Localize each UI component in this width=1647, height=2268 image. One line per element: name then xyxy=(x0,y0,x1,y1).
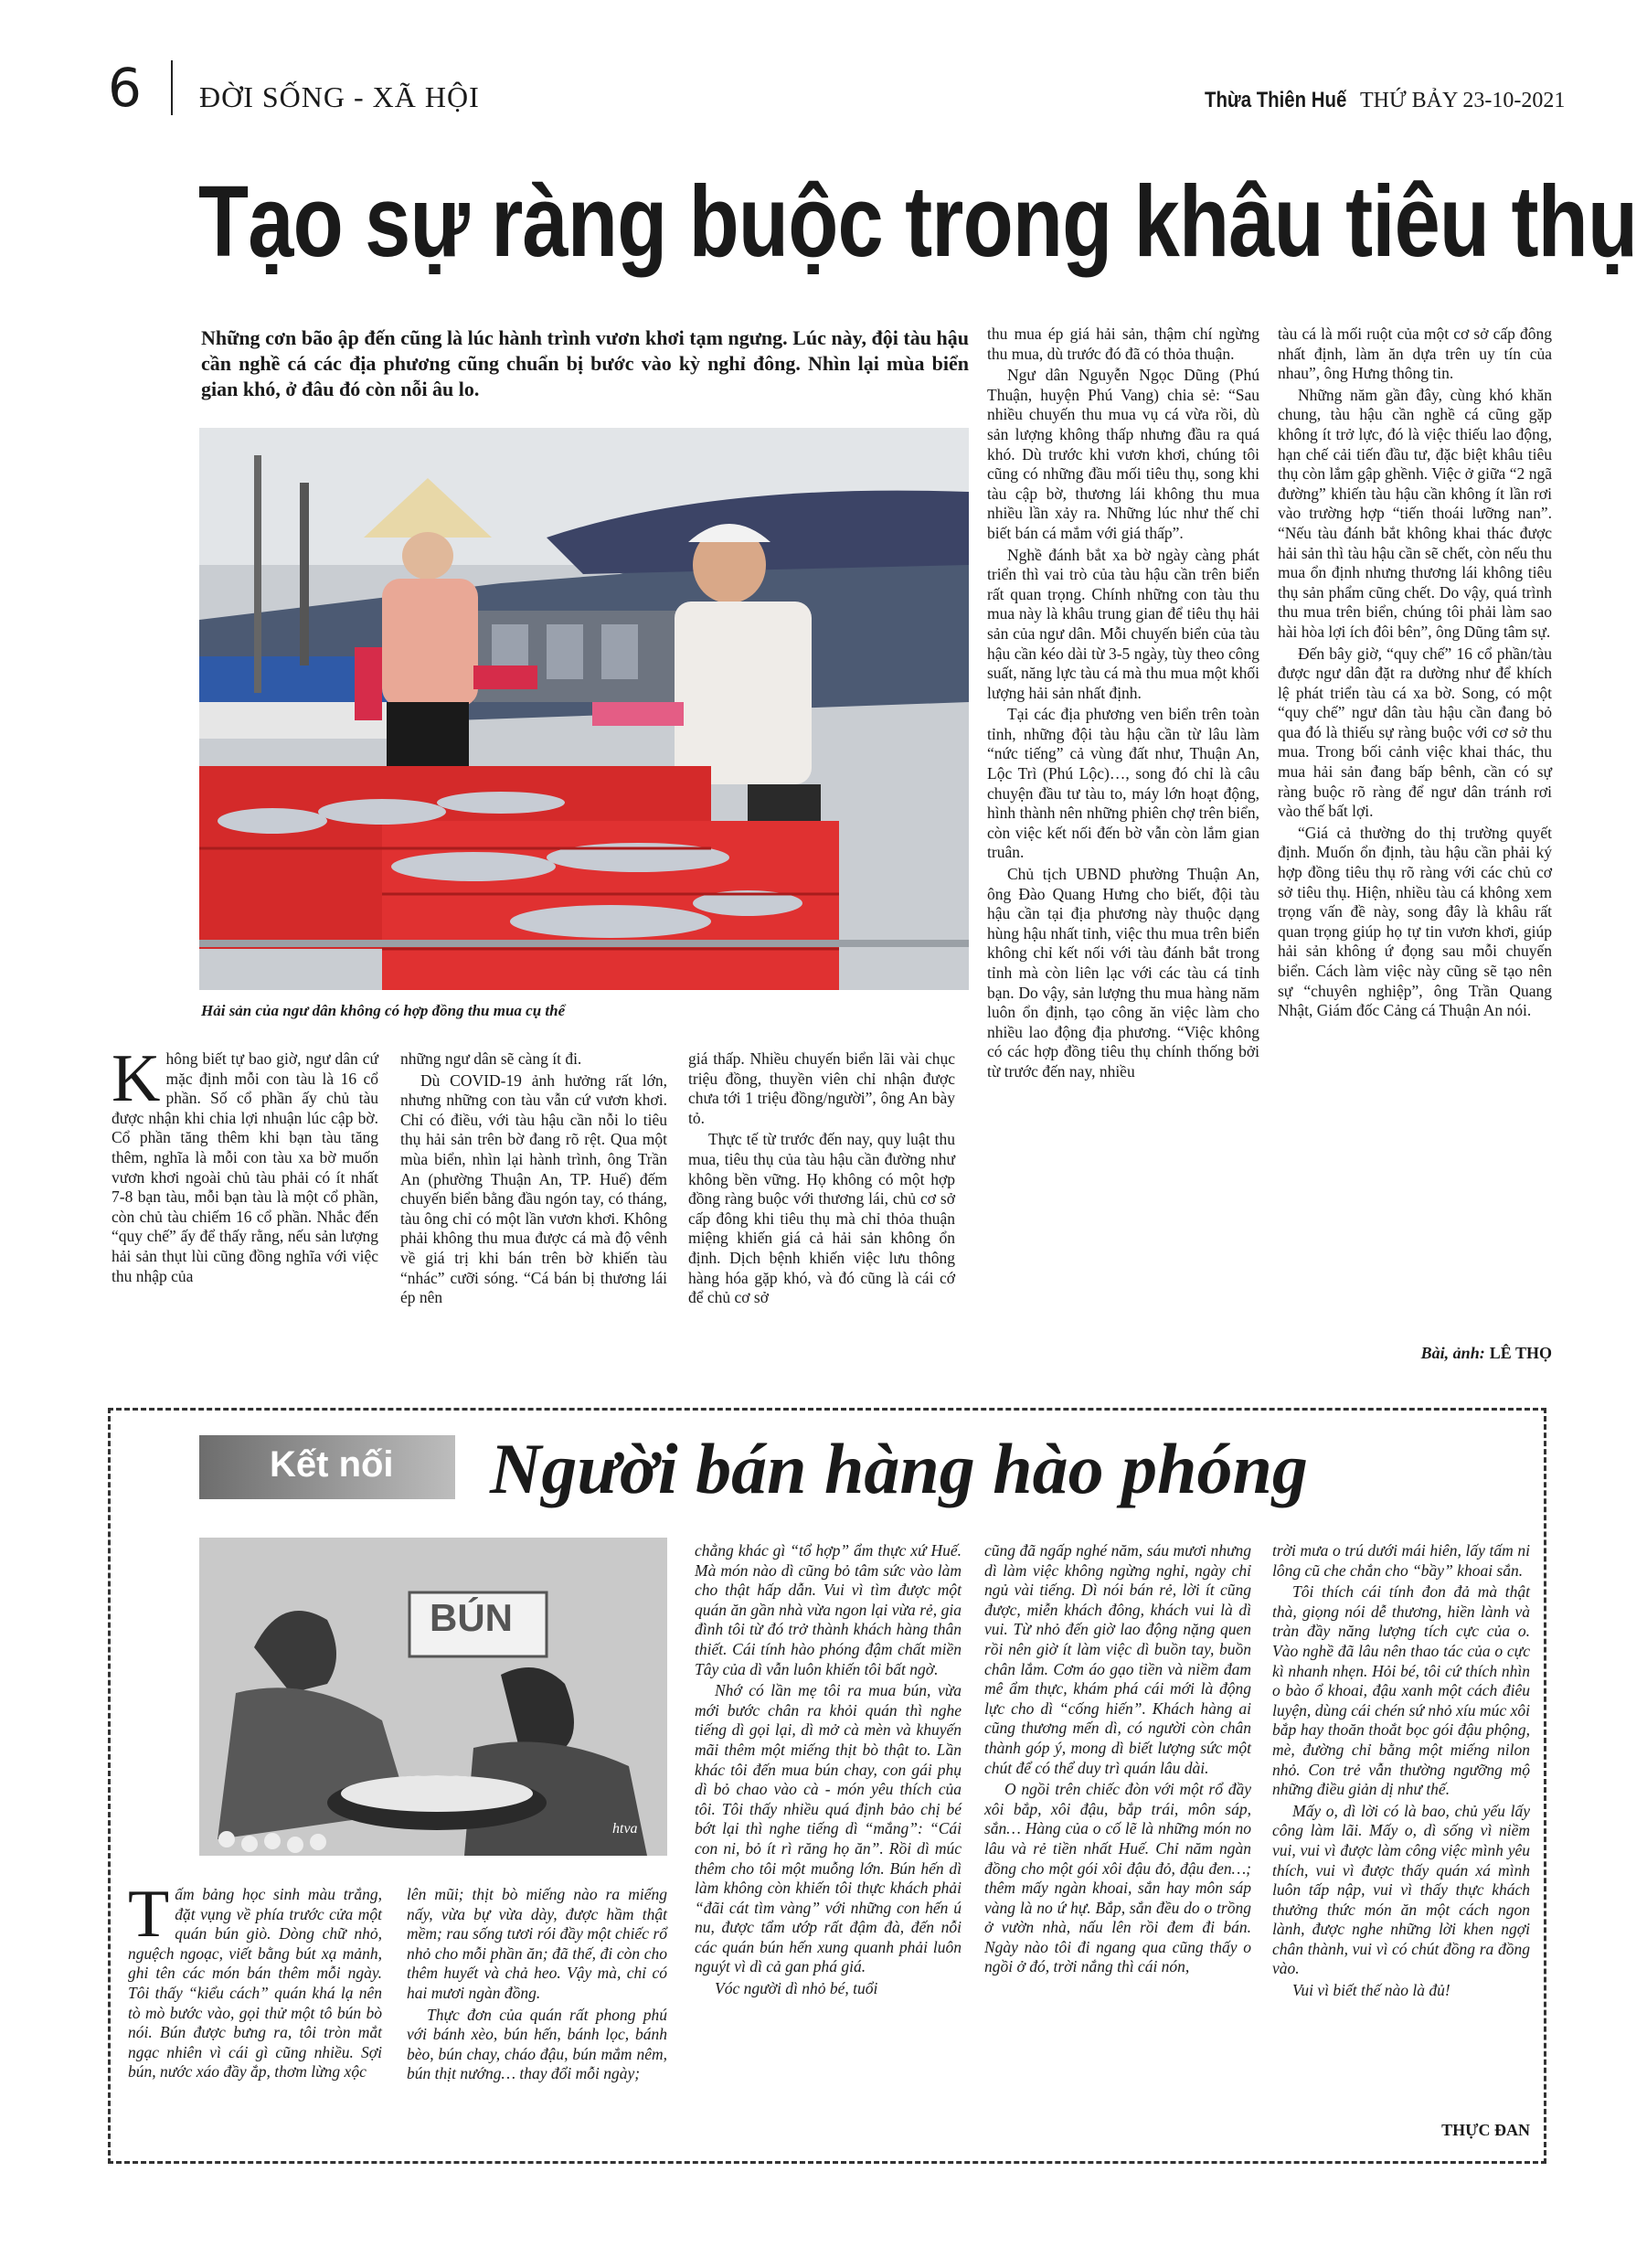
paragraph: Tại các địa phương ven biển trên toàn tỉnh, những đội tàu hậu cần từ lâu làm “nức tiếng” cả vùng đất như, Thuận An, Lộc Trì (Phú Lộc)…, song đó chỉ là câu chuyện đầu tư tàu to, máy lớn hoạt động, hình thành nên những phiên chợ trên biển, còn việc kết nối đến bờ vẫn còn lắm gian truân. xyxy=(987,705,1259,862)
dropcap: T xyxy=(128,1877,170,1952)
article-headline: Người bán hàng hào phóng xyxy=(490,1429,1308,1508)
paragraph: Chủ tịch UBND phường Thuận An, ông Đào Quang Hưng cho biết, đội tàu hậu cần tại địa phương này thuộc dạng hùng hậu nhất tỉnh, việc thu mua trên biển không chỉ kết nối với tàu đánh bắt trong tỉnh mà còn liên lạc với các tàu cá tỉnh bạn. Do vậy, sản lượng thu mua hàng năm luôn ổn định, tạo công ăn việc làm cho nhiều lao động địa phương. “Việc không có các hợp đồng tiêu thụ chính thống bởi từ trước đến nay, nhiều xyxy=(987,865,1259,1081)
paragraph: Những năm gần đây, cùng khó khăn chung, tàu hậu cần nghề cá cũng gặp không ít trở lực, đó là việc thiếu lao động, hạn chế cải tiến đầu tư, đặc biệt khâu tiêu thụ còn lắm gập ghềnh. Việc ở giữa “2 ngã đường” khiến tàu hậu cần không ít lần rơi vào trường hợp “tiến thoái lưỡng nan”. “Nếu tàu đánh bắt không khai thác được hải sản thì tàu hậu cần sẽ chết, còn nếu thu mua ổn định nhưng thương lái không tiêu thụ sản phẩm cũng chết. Do vậy, quá trình thu mua trên biển, chúng tôi phải làm sao hài hòa lợi ích đôi bên”, ông Dũng tâm sự. xyxy=(1278,385,1552,641)
article-lead: Những cơn bão ập đến cũng là lúc hành trình vươn khơi tạm ngưng. Lúc này, đội tàu hậu cần nghề cá các địa phương cũng chuẩn bị bước vào kỳ nghỉ đông. Nhìn lại mùa biển gian khó, ở đâu đó còn nỗi âu lo. xyxy=(201,326,969,400)
article-headline: Tạo sự ràng buộc trong khâu tiêu thụ xyxy=(198,165,1638,278)
paragraph: hông biết tự bao giờ, ngư dân cứ mặc định mỗi con tàu là 16 cổ phần. Số cổ phần ấy chủ tàu được nhận khi chia lợi nhuận lúc cập bờ. Cổ phần tăng thêm khi bạn tàu tăng thêm, nghĩa là mỗi con tàu xa bờ muốn vươn khơi ngoài chủ tàu phải có ít nhất 7-8 bạn tàu, mỗi bạn tàu là một cổ phần, còn chủ tàu chiếm 16 cổ phần. Nhắc đến “quy chế” ấy để thấy rằng, nếu sản lượng hải sản thụt lùi cũng đồng nghĩa với việc thu nhập của xyxy=(112,1049,378,1285)
article1-column-3 xyxy=(688,1049,955,1310)
article2-column-5 xyxy=(1272,1541,1530,2003)
section-name: ĐỜI SỐNG - XÃ HỘI xyxy=(199,80,480,113)
photo-caption: Hải sản của ngư dân không có hợp đồng thu mua cụ thể xyxy=(201,1002,566,1019)
article2-column-2 xyxy=(407,1885,667,2086)
illustration-signature: htva xyxy=(612,1821,638,1837)
illustration-sign: BÚN xyxy=(430,1596,513,1639)
article2-column-3 xyxy=(695,1541,962,2001)
paper-name: Thừa Thiên Huế xyxy=(1205,88,1347,112)
noodle-shop-illustration xyxy=(199,1538,667,1856)
paragraph: ấm bảng học sinh màu trắng, đặt vụng về phía trước cửa một quán bún giò. Dòng chữ nhỏ, nguệch ngoạc, viết bằng bút xạ mảnh, ghi tên các món bán thêm mỗi ngày. Tôi thấy “kiểu cách” quán khá lạ nên tò mò bước vào, gọi thử một tô bún bò nói. Bún được bưng ra, tôi tròn mắt ngạc nhiên vì cái gì cũng nhiều. Sợi bún, nước xáo đầy ắp, thơm lừng xộc xyxy=(128,1885,382,2082)
paragraph: O ngồi trên chiếc đòn với một rổ đầy xôi bắp, xôi đậu, bắp trái, môn sáp, sắn… Hàng của o cố lẽ là những món no lâu và rẻ tiền nhất Huế. Chỉ năm ngàn đồng cho một gói xôi đậu đỏ, đậu đen…; thêm mấy ngàn khoai, sắn hay môn sáp vàng là no ứ hự. Bắp, sắn đều do o trồng ở vườn nhà, nấu lên rồi đem đi bán. Ngày nào tôi đi ngang qua cũng thấy o ngồi ở đó, trời nắng thì cái nón, xyxy=(984,1780,1251,1976)
page-number: 6 xyxy=(108,57,142,119)
header-divider xyxy=(171,60,173,115)
paragraph: Nhớ có lần mẹ tôi ra mua bún, vừa mới bước chân ra khỏi quán thì nghe tiếng dì gọi lại, dì mở cà mèn và khuyến mãi thêm một miếng thịt bò thật to. Lần khác tôi đến mua bún chay, con gái phụ dì bỏ chao vào cà - món yêu thích của tôi. Tôi thấy nhiều quá định bảo chị bé bớt lại thì nghe tiếng dì “mắng”: “Cái con ni, bỏ ít rì răng họ ăn”. Rồi dì múc thêm cho tôi một muỗng lớn. Bún hến dì làm không còn khiến tôi thực khách phải “đãi cát tìm vàng” với những con hến ú nu, được tẩm ướp rất đậm đà, đến nỗi các quán bún hến xung quanh phải luôn nguýt vì dì cả gan phá giá. xyxy=(695,1681,962,1976)
paragraph: Thực đơn của quán rất phong phú với bánh xèo, bún hến, bánh lọc, bánh bèo, bún chay, cháo đậu, bún mắm nêm, bún thịt nướng… thay đổi mỗi ngày; xyxy=(407,2005,667,2083)
dropcap: K xyxy=(112,1041,161,1116)
article2-column-1 xyxy=(128,1877,382,2084)
paragraph: Đến bây giờ, “quy chế” 16 cổ phần/tàu được ngư dân đặt ra dường như để khích lệ phát triển tàu cá xa bờ. Song, có một “quy chế” ngư dân tàu hậu cần đang bỏ qua đó là thiếu sự ràng buộc với cơ sở thu mua. Trong bối cảnh việc khai thác, thu mua hải sản đang bấp bênh, cần có sự ràng buộc rõ ràng để ngư dân tránh rơi vào thế bất lợi. xyxy=(1278,644,1552,821)
kicker-label: Kết nối xyxy=(270,1444,394,1485)
paragraph: trời mưa o trú dưới mái hiên, lấy tấm ni lông cũ che chắn cho “bầy” khoai sắn. xyxy=(1272,1541,1530,1580)
paragraph: Thực tế từ trước đến nay, quy luật thu mua, tiêu thụ của tàu hậu cần đường như không bền vững. Họ không có một hợp đồng ràng buộc với thương lái, chủ cơ sở cấp đông khi tiêu thụ mà chỉ thỏa thuận miệng khiến giá cả hải sản không ổn định. Dịch bệnh khiến việc lưu thông hàng hóa gặp khó, và đó cũng là cái cớ để chủ cơ sở xyxy=(688,1130,955,1307)
article1-column-2 xyxy=(400,1049,667,1310)
paragraph: Vui vì biết thế nào là đủ! xyxy=(1292,1981,1450,2000)
paragraph: giá thấp. Nhiều chuyến biển lãi vài chục triệu đồng, thuyền viên chỉ nhận được chưa tới 1 triệu đồng/người”, ông An bày tỏ. xyxy=(688,1049,955,1127)
paragraph: Tôi thích cái tính đon đả mà thật thà, giọng nói dễ thương, hiền lành và tràn đầy năng lượng tích cực của o. Vào nghề đã lâu nên thao tác của o cực kì nhanh nhẹn. Hỏi bé, tôi cứ thích nhìn o bào ổ khoai, đậu xanh một cách điêu luyện, dùng cái chén sứ nhỏ xíu múc xôi bắp hay thoăn thoắt bọc gói đậu phộng, mè, đường chỉ bằng một miếng nilon nhỏ. Con trẻ vẫn thường ngưỡng mộ những điều giản dị như thế. xyxy=(1272,1582,1530,1799)
issue-date: THỨ BẢY 23-10-2021 xyxy=(1360,89,1566,112)
article1-column-1 xyxy=(112,1041,378,1288)
paragraph: “Giá cả thường do thị trường quyết định. Muốn ổn định, tàu hậu cần phải ký hợp đồng tiêu thụ rõ ràng với các chủ cơ sở tiêu thụ. Hiện, nhiều tàu cá không xem trọng vấn đề này, song đây là khâu rất quan trọng giúp họ tự tin vươn khơi, giúp hải sản không ứ đọng sau mỗi chuyến biển. Cách làm việc này cũng sẽ tạo nên sự “chuyên nghiệp”, ông Trần Quang Nhật, Giám đốc Cảng cá Thuận An nói. xyxy=(1278,823,1552,1020)
paragraph: cũng đã ngấp nghé năm, sáu mươi nhưng dì làm việc không ngừng nghỉ, ngày chỉ ngủ vài tiếng. Dì nói bán rẻ, lời ít cũng được, miễn khách đông, khách vui là dì vui. Từ nhỏ đến giờ lao động nặng quen rồi nên giờ ít làm việc dì buồn tay, buồn chân lắm. Cơm áo gạo tiền và niềm đam mê ẩm thực, khám phá cái mới là động lực cho dì “cống hiến”. Khách hàng ai cũng thương mến dì, có người còn chân thành góp ý, mong dì biết lượng sức một chút để có thể duy trì quán lâu dài. xyxy=(984,1541,1251,1777)
paragraph: chẳng khác gì “tổ hợp” ẩm thực xứ Huế. Mà món nào dì cũng bỏ tâm sức vào làm cho thật hấp dẫn. Vui vì tìm được một quán ăn gần nhà vừa ngon lại vừa rẻ, gia đình tôi từ đó trở thành khách hàng thân thiết. Cái tính hào phóng đậm chất miền Tây của dì vẫn luôn khiến tôi bất ngờ. xyxy=(695,1541,962,1678)
byline-label: Bài, ảnh: xyxy=(1420,1344,1485,1362)
article1-column-5 xyxy=(1278,325,1552,1023)
paragraph: Dù COVID-19 ảnh hưởng rất lớn, nhưng những con tàu vẫn cứ vươn khơi. Chỉ có điều, với tàu hậu cần nỗi lo tiêu thụ hải sản trên bờ đang rõ rệt. Qua một mùa biển, nhìn lại hành trình, ông Trần An (phường Thuận An, TP. Huế) đếm chuyến biển bằng đầu ngón tay, có tháng, tàu ông chỉ có một lần vươn khơi. Không phải không thu mua được cá mà độ vênh về giá trị khi bán trên bờ khiến tàu “nhác” cưỡi sóng. “Cá bán bị thương lái ép nên xyxy=(400,1070,667,1307)
article1-byline xyxy=(1278,1344,1552,1363)
paragraph: tàu cá là mối ruột của một cơ sở cấp đông nhất định, làm ăn dựa trên uy tín của nhau”, ông Hưng thông tin. xyxy=(1278,325,1552,383)
article1-column-4 xyxy=(987,325,1259,1084)
paragraph: thu mua ép giá hải sản, thậm chí ngừng thu mua, dù trước đó đã có thỏa thuận. xyxy=(987,325,1259,363)
paragraph: Nghề đánh bắt xa bờ ngày càng phát triển thì vai trò của tàu hậu cần trên biển rất quan trọng. Chính những con tàu thu mua này là khâu trung gian để tiêu thụ hải sản của ngư dân. Mỗi chuyến biển của tàu hậu cần kéo dài từ 3-5 ngày, tùy theo công suất, năng lực tàu cá mà thu mua một khối lượng hải sản nhất định. xyxy=(987,545,1259,702)
paragraph: lên mũi; thịt bò miếng nào ra miếng nấy, vừa bự vừa dày, được hầm thật mềm; rau sống tươi rói đầy một chiếc rổ nhỏ cho mỗi phần ăn; đã thế, đi còn cho thêm huyết và chả heo. Vậy mà, chỉ có hai mươi ngàn đồng. xyxy=(407,1885,667,2002)
paragraph: Mấy o, dì lời có là bao, chủ yếu lấy công làm lãi. Mấy o, dì sống vì niềm vui, vui vì được làm công việc mình yêu thích, vui vì được thấy quán xá mình luôn tấp nập, vui vì thấy thực khách thưởng thức món ăn một cách ngon lành, được nghe những lời khen ngợi chân thành, vui vì có chút đồng ra đồng vào. xyxy=(1272,1801,1530,1978)
fish-market-photo xyxy=(199,428,969,990)
article2-column-4 xyxy=(984,1541,1251,1979)
paragraph: những ngư dân sẽ càng ít đi. xyxy=(400,1049,582,1068)
paragraph: Ngư dân Nguyễn Ngọc Dũng (Phú Thuận, huyện Phú Vang) chia sẻ: “Sau nhiều chuyến thu mua vụ cá vừa rồi, dù sản lượng không thấp nhưng đầu ra quá khó. Dù trước khi vươn khơi, chúng tôi cũng có những đầu mối tiêu thụ, song khi tàu cập bờ, thương lái không thu mua nhiều lần xảy ra. Những lúc như thế chỉ biết bán cá mắm với giá thấp”. xyxy=(987,366,1259,542)
byline-name: LÊ THỌ xyxy=(1489,1344,1552,1362)
paragraph: Vóc người dì nhỏ bé, tuổi xyxy=(715,1979,878,1998)
article2-byline: THỰC ĐAN xyxy=(1441,2121,1530,2139)
